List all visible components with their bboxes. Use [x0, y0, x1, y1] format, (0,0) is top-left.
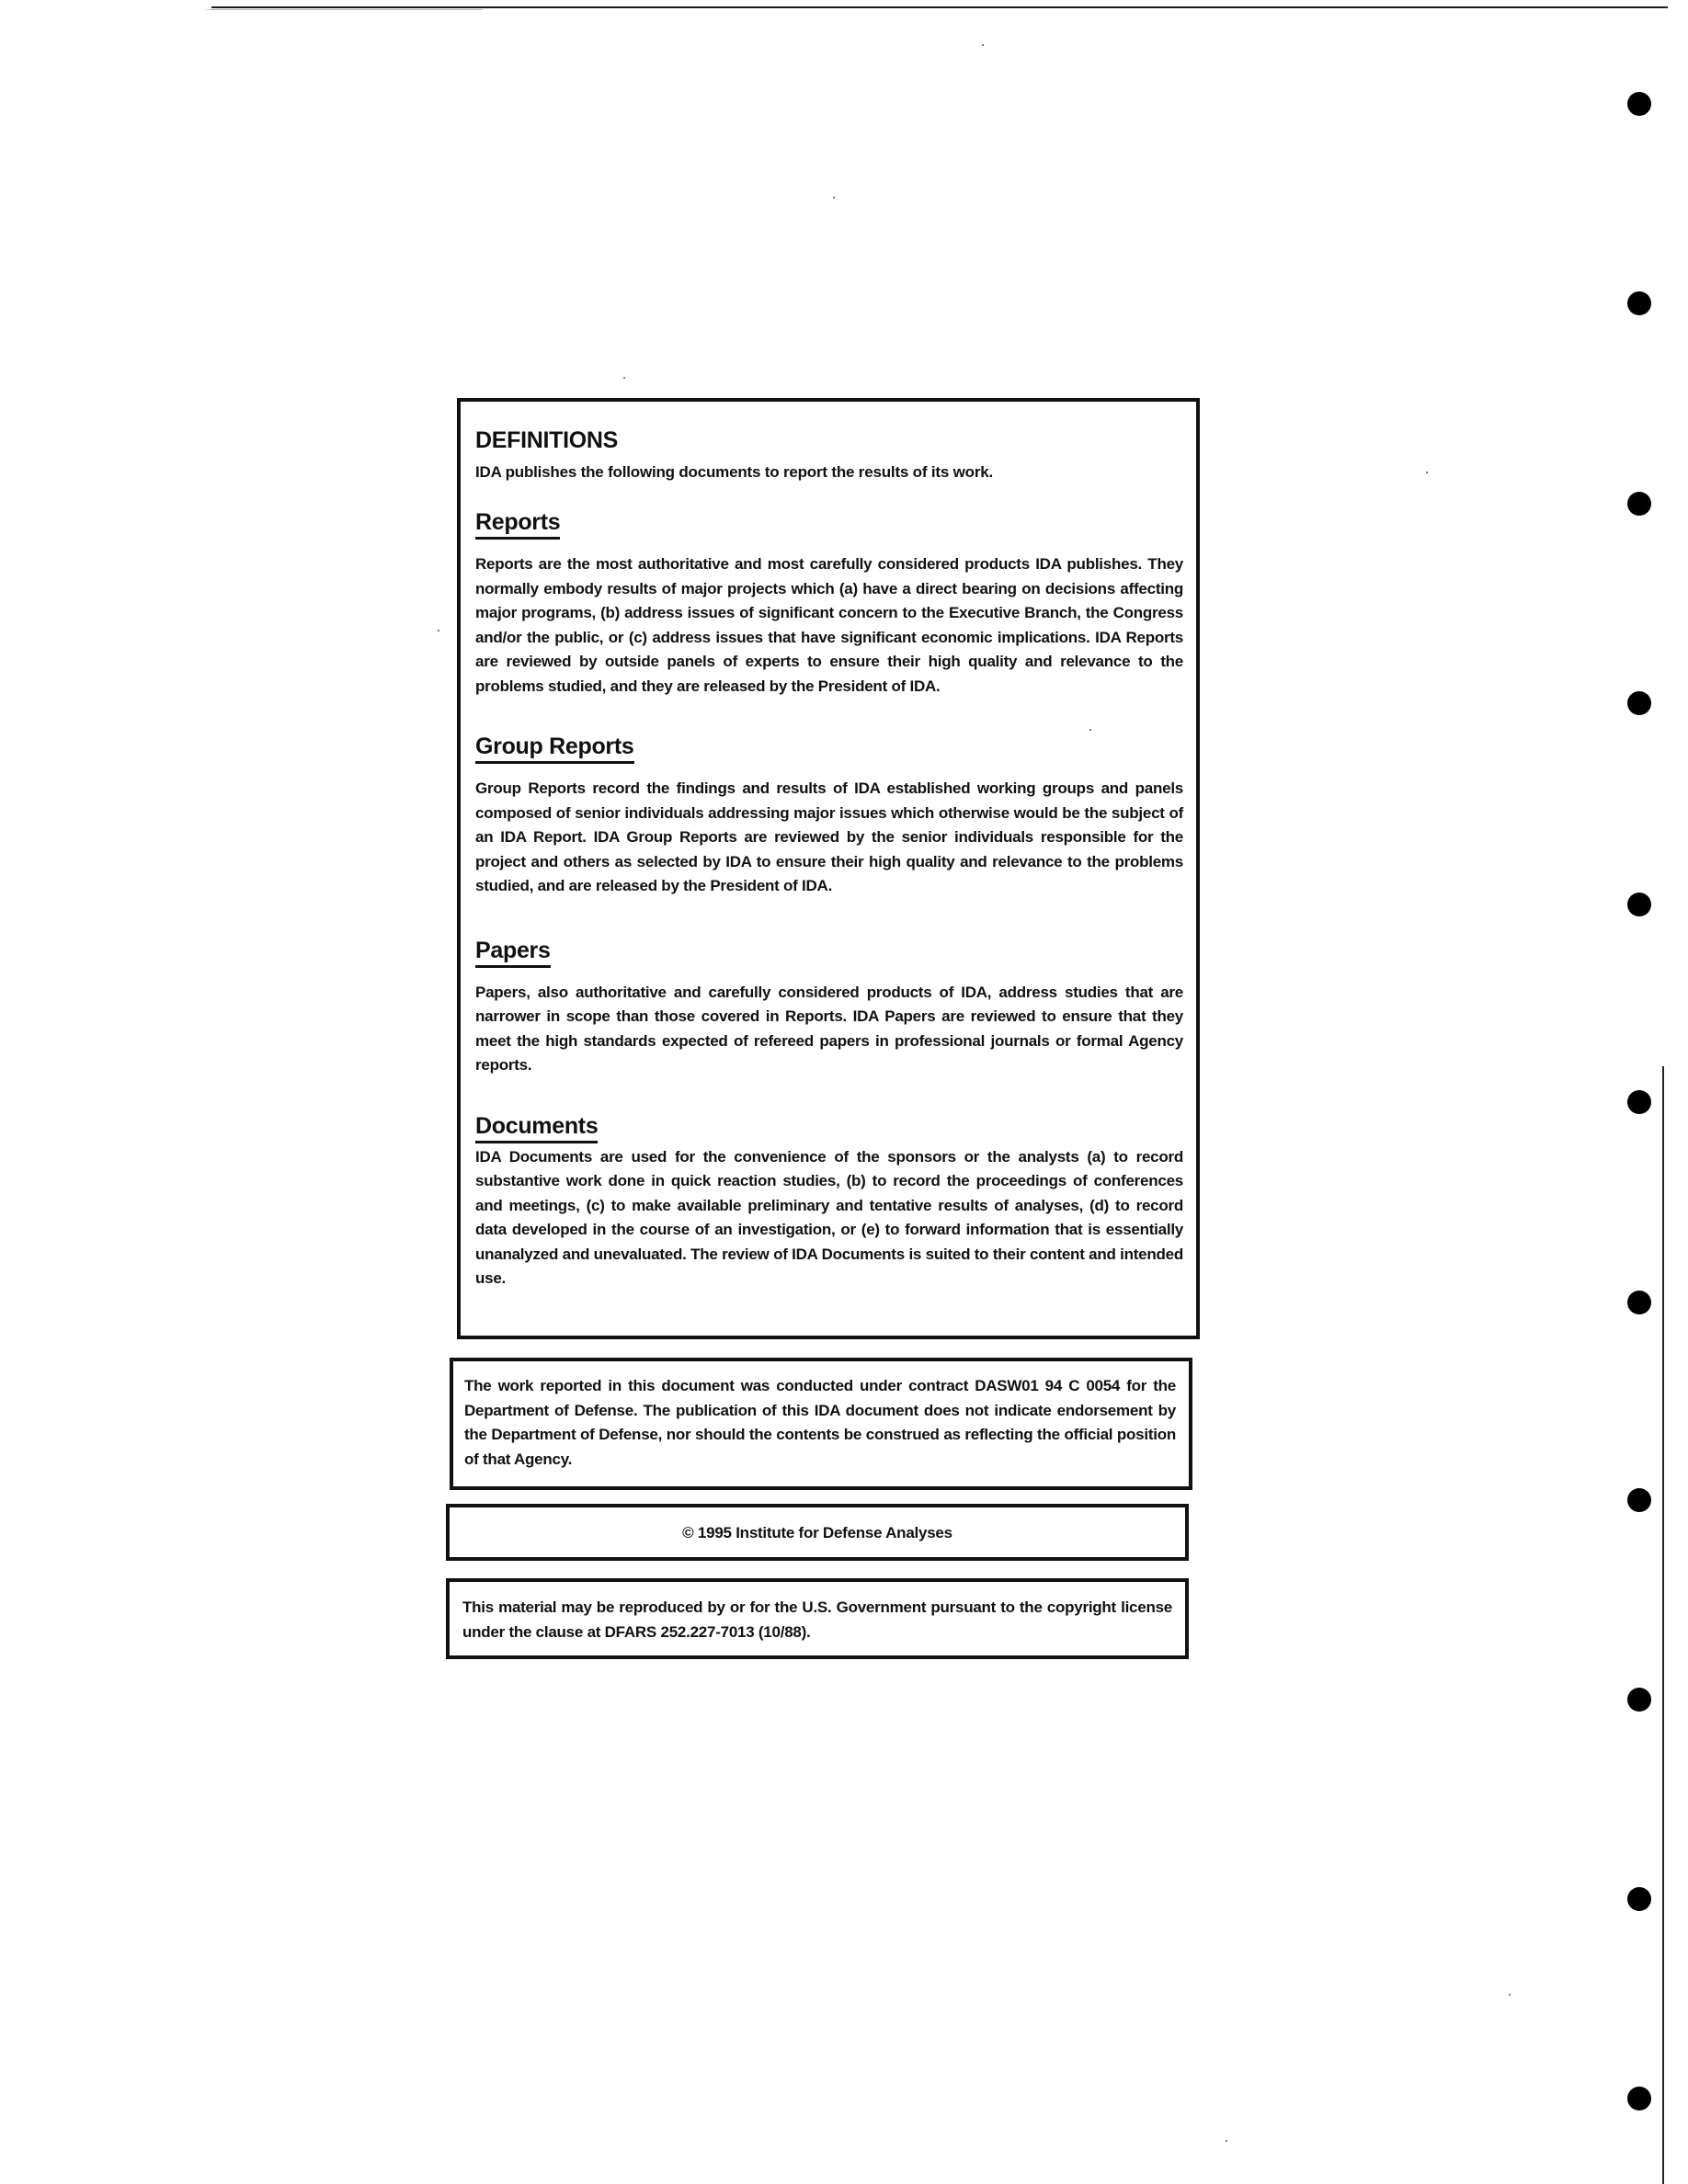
- binder-hole: [1627, 1090, 1651, 1114]
- binder-hole: [1627, 92, 1651, 116]
- section-documents: [475, 1113, 1183, 1291]
- section-papers: [475, 938, 1183, 1078]
- binder-hole: [1627, 691, 1651, 715]
- section-body: IDA Documents are used for the convenience of the sponsors or the analysts (a) to record substantive work done in quick reaction studies, (b) to record the proceedings of conferences and meetings, (c) to make available preliminary and tentative results of analyses, (d) to record data developed in the course of an investigation, or (e) to forward information that is essentially unanalyzed and unevaluated. The review of IDA Documents is suited to their content and intended use.: [475, 1147, 1183, 1287]
- scan-speck: [833, 197, 835, 199]
- section-group-reports: [475, 734, 1183, 899]
- scan-speck: [1426, 472, 1428, 473]
- section-body: Group Reports record the findings and results of IDA established working groups and panels composed of senior individuals addressing major issues which otherwise would be the subject of an IDA Report. IDA Group Reports are reviewed by the senior individuals responsible for the project and others as selected by IDA to ensure their high quality and relevance to the problems studied, and are released by the President of IDA.: [475, 779, 1183, 894]
- scan-top-rule: [211, 6, 1668, 8]
- section-title: Reports: [475, 509, 560, 540]
- scan-speck: [438, 630, 439, 631]
- definitions-heading: DEFINITIONS: [475, 427, 619, 453]
- definitions-box: [457, 398, 1200, 1339]
- binder-hole: [1627, 1291, 1651, 1314]
- binder-hole: [1627, 1887, 1651, 1911]
- section-body: Reports are the most authoritative and most carefully considered products IDA publishes. They normally embody results of major projects which (a) have a direct bearing on decisions affecting major programs, (b) address issues of significant concern to the Executive Branch, the Congress and/or the public, or (c) address issues that have significant economic implications. IDA Reports are reviewed by outside panels of experts to ensure their high quality and relevance to the problems studied, and they are released by the President of IDA.: [475, 555, 1183, 695]
- binder-hole: [1627, 1488, 1651, 1512]
- scan-right-edge: [1662, 1066, 1664, 2184]
- binder-hole: [1627, 291, 1651, 315]
- section-title: Group Reports: [475, 734, 634, 764]
- contract-notice-box: [450, 1358, 1192, 1490]
- copyright-box: [446, 1504, 1189, 1561]
- binder-hole: [1627, 893, 1651, 916]
- definitions-intro: IDA publishes the following documents to report the results of its work.: [475, 463, 994, 481]
- section-reports: [475, 509, 1183, 699]
- contract-notice: The work reported in this document was conducted under contract DASW01 94 C 0054 for the Department of Defense. The publication of this IDA document does not indicate endorsement by the Department of Defense, nor should the contents be construed as reflecting the official position of that Agency.: [464, 1377, 1176, 1468]
- copyright-notice: © 1995 Institute for Defense Analyses: [682, 1524, 952, 1541]
- scan-speck: [1226, 2140, 1227, 2142]
- license-notice-box: [446, 1578, 1189, 1659]
- license-notice: This material may be reproduced by or for the U.S. Government pursuant to the copyright license under the clause at DFARS 252.227-7013 (10/88).: [462, 1598, 1172, 1641]
- binder-hole: [1627, 1688, 1651, 1712]
- binder-hole: [1627, 492, 1651, 516]
- section-title: Documents: [475, 1113, 598, 1143]
- scan-speck: [623, 377, 625, 379]
- scan-speck: [1509, 1994, 1511, 1996]
- section-body: Papers, also authoritative and carefully considered products of IDA, address studies that are narrower in scope than those covered in Reports. IDA Papers are reviewed to ensure that they meet the high standards expected of refereed papers in professional journals or formal Agency reports.: [475, 983, 1183, 1074]
- scan-speck: [982, 44, 984, 46]
- binder-hole: [1627, 2087, 1651, 2110]
- section-title: Papers: [475, 938, 551, 968]
- scan-top-rule-faint: [207, 9, 483, 10]
